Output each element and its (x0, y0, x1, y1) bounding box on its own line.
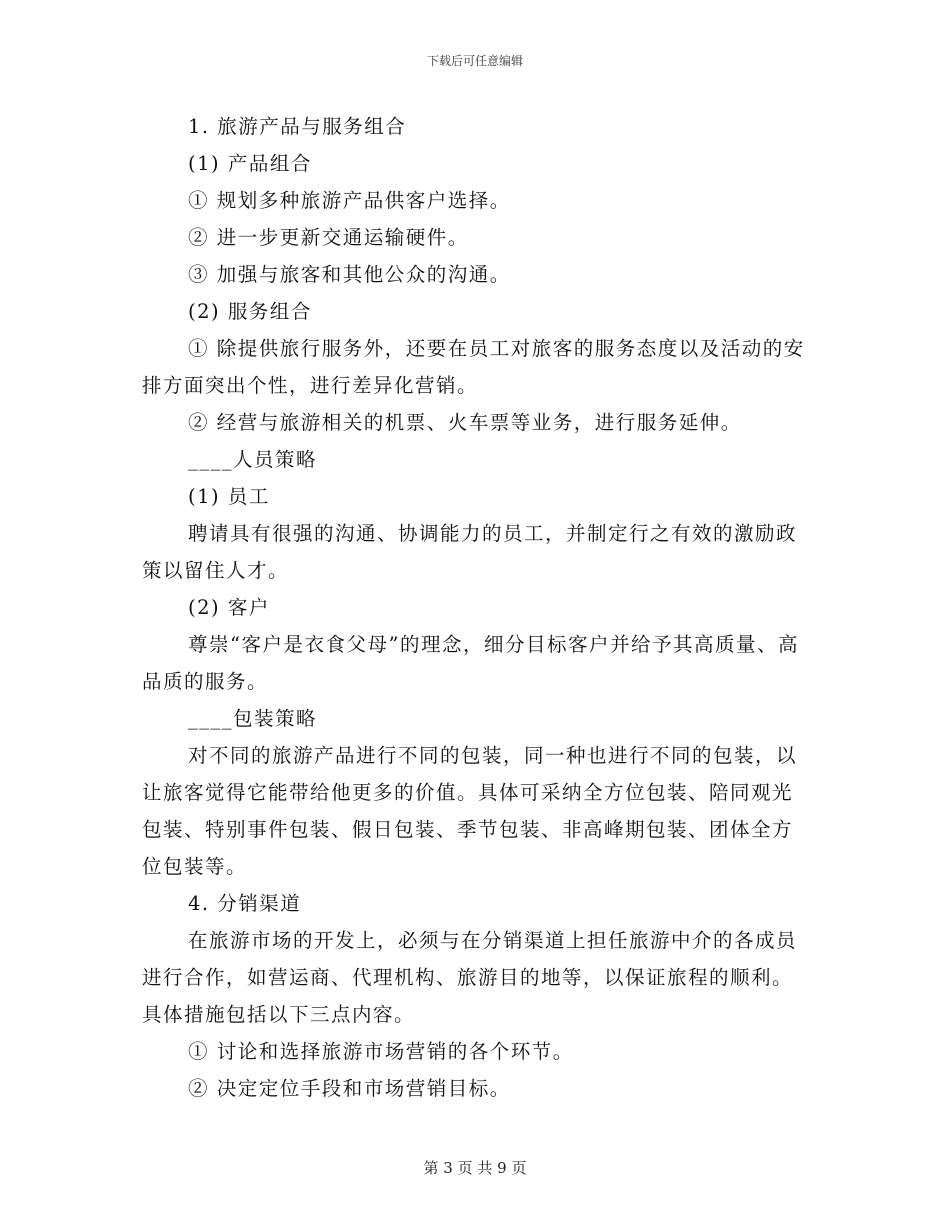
paragraph: 尊崇“客户是衣食父母”的理念，细分目标客户并给予其高质量、高品质的服务。 (142, 633, 799, 693)
section-heading-packaging: ____包装策略 (188, 707, 318, 730)
paragraph: 聘请具有很强的沟通、协调能力的员工，并制定行之有效的激励政策以留住人才。 (142, 522, 798, 582)
subheading-staff: (1) 员工 (188, 485, 270, 508)
subheading-service-mix: (2) 服务组合 (188, 300, 312, 323)
paragraph: ② 经营与旅游相关的机票、火车票等业务，进行服务延伸。 (188, 411, 742, 434)
subheading-customer: (2) 客户 (188, 596, 270, 619)
paragraph: ① 规划多种旅游产品供客户选择。 (188, 189, 511, 212)
page-header: 下载后可任意编辑 (426, 54, 523, 68)
subheading-product-mix: (1) 产品组合 (188, 152, 312, 175)
paragraph: 对不同的旅游产品进行不同的包装，同一种也进行不同的包装，以让旅客觉得它能带给他更多的价值。具体可采纳全方位包装、陪同观光包装、特别事件包装、假日包装、季节包装、非高峰期包装、团体全方位包装等。 (142, 744, 798, 878)
paragraph: 在旅游市场的开发上，必须与在分销渠道上担任旅游中介的各成员进行合作，如营运商、代理机构、旅游目的地等，以保证旅程的顺利。具体措施包括以下三点内容。 (142, 929, 798, 1026)
paragraph: ② 决定定位手段和市场营销目标。 (188, 1077, 511, 1100)
paragraph: ③ 加强与旅客和其他公众的沟通。 (188, 263, 511, 286)
section-heading-4: 4. 分销渠道 (188, 892, 302, 915)
document-body (142, 108, 812, 1107)
paragraph: ① 讨论和选择旅游市场营销的各个环节。 (188, 1040, 574, 1063)
section-heading-personnel: ____人员策略 (188, 448, 318, 471)
section-heading-1: 1. 旅游产品与服务组合 (188, 115, 407, 138)
paragraph: ① 除提供旅行服务外，还要在员工对旅客的服务态度以及活动的安排方面突出个性，进行差异化营销。 (142, 337, 805, 397)
page-footer: 第 3 页 共 9 页 (423, 1159, 527, 1177)
paragraph: ② 进一步更新交通运输硬件。 (188, 226, 469, 249)
